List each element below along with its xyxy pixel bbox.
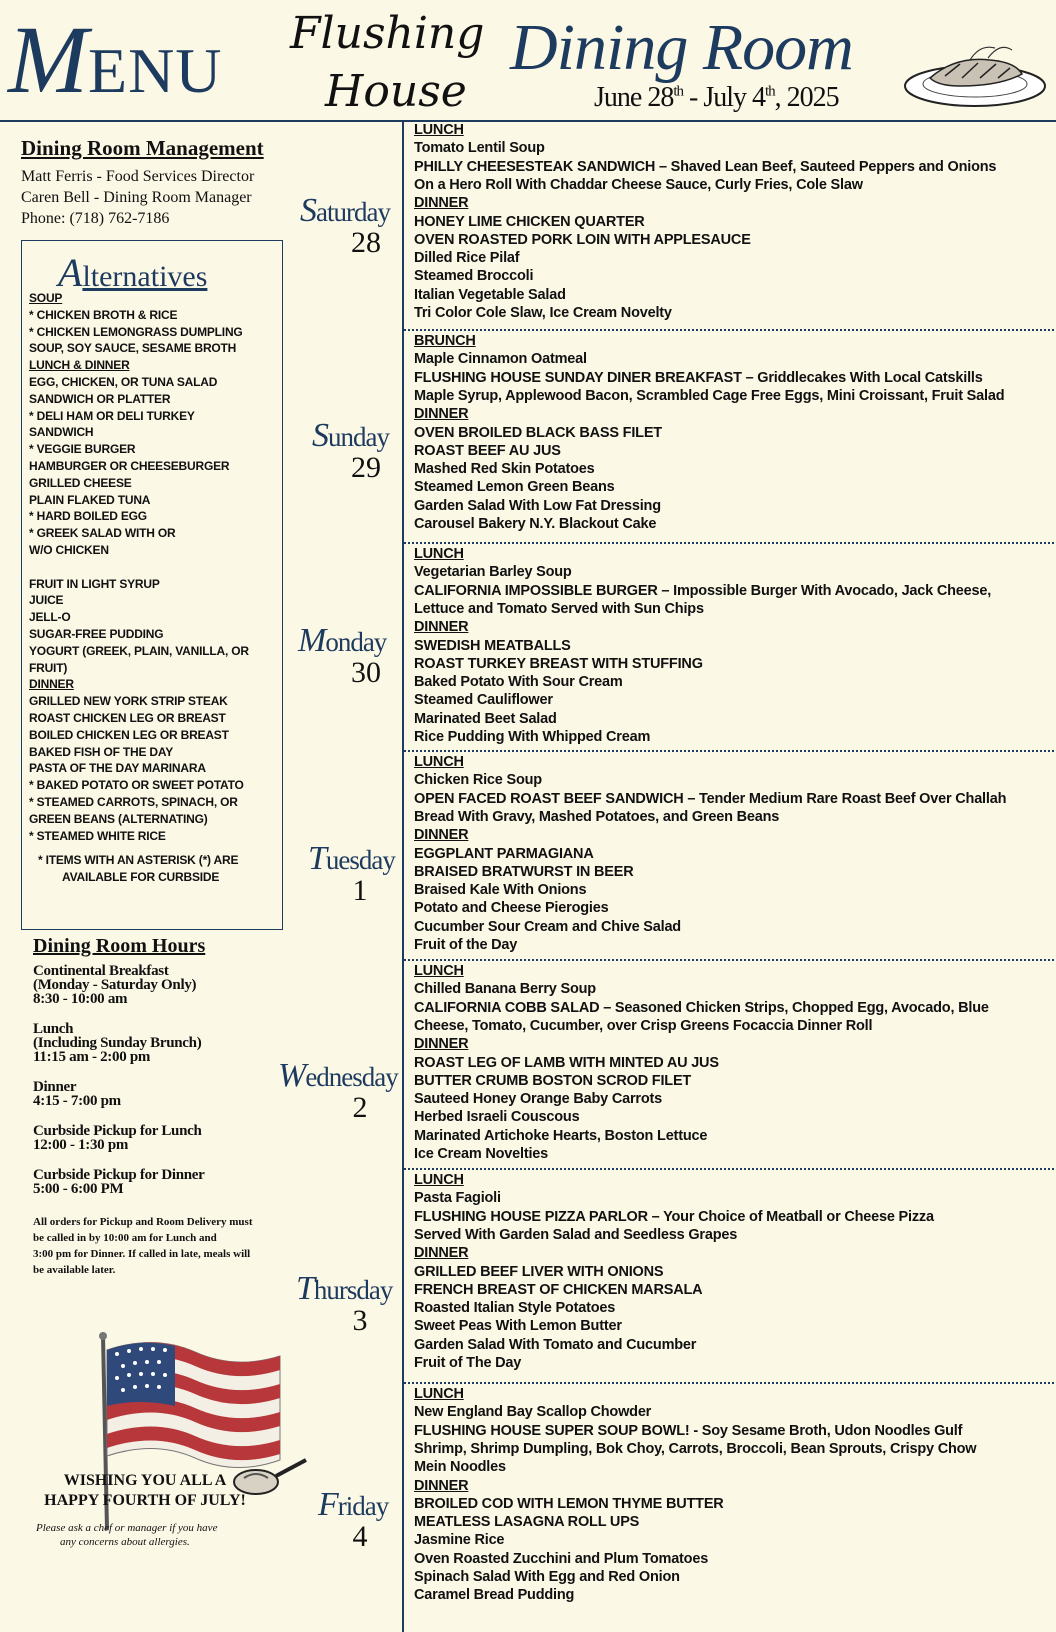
menu-item: PHILLY CHEESESTEAK SANDWICH – Shaved Lean Beef, Sauteed Peppers and Onions: [414, 158, 997, 175]
alternatives-item: JUICE: [29, 593, 64, 608]
day-separator: [404, 959, 1054, 961]
menu-item: Pasta Fagioli: [414, 1190, 501, 1207]
menu-item: Baked Potato With Sour Cream: [414, 674, 623, 691]
menu-item: Marinated Artichoke Hearts, Boston Lettuce: [414, 1127, 708, 1144]
day-separator: [404, 1168, 1054, 1170]
hours-line: Lunch: [33, 1021, 74, 1037]
day-name: Saturday: [300, 192, 390, 229]
menu-item: FLUSHING HOUSE SUNDAY DINER BREAKFAST – Griddlecakes With Local Catskills: [414, 369, 983, 386]
meal-heading: DINNER: [414, 406, 469, 423]
menu-item: Roasted Italian Style Potatoes: [414, 1300, 616, 1317]
day-separator: [404, 750, 1054, 752]
hours-line: (Monday - Saturday Only): [33, 977, 197, 993]
menu-item: OVEN ROASTED PORK LOIN WITH APPLESAUCE: [414, 231, 751, 248]
menu-item: Dilled Rice Pilaf: [414, 250, 520, 267]
hours-line: 5:00 - 6:00 PM: [33, 1181, 124, 1197]
day-number: 3: [352, 1304, 368, 1337]
alternatives-item: PASTA OF THE DAY MARINARA: [29, 761, 206, 776]
allergy-note: any concerns about allergies.: [60, 1536, 190, 1548]
menu-cap: M: [8, 6, 88, 113]
alternatives-item: FRUIT IN LIGHT SYRUP: [29, 576, 160, 591]
wish-line: WISHING YOU ALL A: [63, 1472, 227, 1489]
menu-item: BUTTER CRUMB BOSTON SCROD FILET: [414, 1072, 692, 1089]
menu-item: Garden Salad With Tomato and Cucumber: [414, 1336, 697, 1353]
menu-header: [0, 0, 1056, 122]
skillet-icon: [228, 1452, 308, 1502]
day-name: Thursday: [296, 1270, 393, 1307]
day-number: 2: [352, 1091, 368, 1124]
menu-item: Ice Cream Novelties: [414, 1146, 549, 1162]
hours-line: 12:00 - 1:30 pm: [33, 1137, 129, 1153]
menu-item: Steamed Lemon Green Beans: [414, 479, 615, 496]
menu-item: Mashed Red Skin Potatoes: [414, 461, 595, 478]
alternatives-item: SUGAR-FREE PUDDING: [29, 627, 164, 641]
menu-item: HONEY LIME CHICKEN QUARTER: [414, 213, 645, 230]
alternatives-item: * CHICKEN LEMONGRASS DUMPLING: [29, 324, 243, 339]
menu-item: Braised Kale With Onions: [414, 882, 587, 899]
menu-item: BRAISED BRATWURST IN BEER: [414, 863, 634, 880]
menu-item: Chicken Rice Soup: [414, 772, 542, 789]
hours-title: Dining Room Hours: [33, 935, 206, 957]
alternatives-item: * STEAMED WHITE RICE: [29, 828, 166, 843]
menu-item: Tri Color Cole Slaw, Ice Cream Novelty: [414, 305, 672, 321]
meal-heading: LUNCH: [414, 1172, 464, 1188]
menu-item: Fruit of The Day: [414, 1355, 522, 1371]
menu-item: Tomato Lentil Soup: [414, 140, 545, 157]
menu-item: Steamed Cauliflower: [414, 692, 553, 709]
alternatives-item: * DELI HAM OR DELI TURKEY: [29, 408, 195, 423]
order-note-line: be called in by 10:00 am for Lunch and: [33, 1232, 217, 1244]
alternatives-item: PLAIN FLAKED TUNA: [29, 492, 151, 507]
meal-heading: LUNCH: [414, 754, 464, 770]
dining-room-title: Dining Room: [510, 11, 853, 84]
menu-item: Maple Syrup, Applewood Bacon, Scrambled Cage Free Eggs, Mini Croissant, Fruit Salad: [414, 387, 1005, 404]
day-number: 4: [352, 1520, 368, 1553]
menu-item: SWEDISH MEATBALLS: [414, 637, 571, 654]
alternatives-item: SANDWICH: [29, 425, 94, 440]
alternatives-item: HAMBURGER OR CHEESEBURGER: [29, 459, 230, 473]
day-name: Tuesday: [308, 840, 395, 877]
hours-line: Curbside Pickup for Lunch: [33, 1123, 202, 1139]
menu-item: BROILED COD WITH LEMON THYME BUTTER: [414, 1495, 724, 1512]
column-divider: [402, 120, 404, 1632]
wish-line: HAPPY FOURTH OF JULY!: [44, 1492, 246, 1509]
management-title: Dining Room Management: [21, 136, 264, 160]
day-separator: [404, 329, 1054, 331]
hours-line: Continental Breakfast: [33, 963, 169, 979]
menu-item: FLUSHING HOUSE SUPER SOUP BOWL! - Soy Sesame Broth, Udon Noodles Gulf: [414, 1422, 963, 1439]
meal-heading: DINNER: [414, 195, 469, 212]
alternatives-item: FRUIT): [29, 660, 68, 675]
menu-item: Caramel Bread Pudding: [414, 1587, 575, 1604]
day-name: Sunday: [312, 417, 389, 454]
menu-item: ROAST LEG OF LAMB WITH MINTED AU JUS: [414, 1054, 719, 1071]
phone-line: Phone: (718) 762-7186: [21, 210, 170, 227]
alternatives-item: * BAKED POTATO OR SWEET POTATO: [29, 778, 244, 793]
menu-item: Sweet Peas With Lemon Butter: [414, 1318, 622, 1335]
day-separator: [404, 1382, 1054, 1384]
day-separator: [404, 542, 1054, 544]
day-name: Friday: [318, 1486, 389, 1523]
meal-heading: LUNCH: [414, 1386, 464, 1402]
menu-item: Lettuce and Tomato Served with Sun Chips: [414, 600, 704, 617]
order-note-line: All orders for Pickup and Room Delivery must: [33, 1216, 253, 1228]
hours-line: 11:15 am - 2:00 pm: [33, 1049, 151, 1065]
meal-heading: DINNER: [414, 1477, 469, 1494]
alternatives-item: GREEN BEANS (ALTERNATING): [29, 811, 208, 826]
alternatives-item: * HARD BOILED EGG: [29, 509, 147, 524]
menu-item: MEATLESS LASAGNA ROLL UPS: [414, 1514, 640, 1531]
menu-item: New England Bay Scallop Chowder: [414, 1404, 652, 1421]
menu-item: On a Hero Roll With Chaddar Cheese Sauce, Curly Fries, Cole Slaw: [414, 176, 863, 193]
menu-item: Mein Noodles: [414, 1459, 506, 1476]
hours-line: 4:15 - 7:00 pm: [33, 1093, 121, 1109]
order-note-line: 3:00 pm for Dinner. If called in late, meals will: [33, 1248, 251, 1260]
menu-item: Maple Cinnamon Oatmeal: [414, 351, 587, 368]
alternatives-title: Alternatives: [58, 250, 208, 295]
management-line: Caren Bell - Dining Room Manager: [21, 189, 252, 206]
menu-item: Potato and Cheese Pierogies: [414, 900, 609, 917]
alternatives-section-heading: SOUP: [29, 291, 63, 305]
menu-item: Steamed Broccoli: [414, 268, 534, 285]
alternatives-item: GRILLED NEW YORK STRIP STEAK: [29, 694, 228, 709]
hours-line: Dinner: [33, 1079, 77, 1095]
menu-item: CALIFORNIA IMPOSSIBLE BURGER – Impossible Burger With Avocado, Jack Cheese,: [414, 582, 992, 599]
menu-item: Spinach Salad With Egg and Red Onion: [414, 1569, 680, 1585]
day-number: 29: [351, 451, 381, 484]
menu-rest: ENU: [87, 35, 223, 106]
menu-wordmark: [8, 6, 223, 113]
meal-heading: LUNCH: [414, 122, 464, 138]
hours-line: 8:30 - 10:00 am: [33, 991, 128, 1007]
menu-item: Shrimp, Shrimp Dumpling, Bok Choy, Carrots, Broccoli, Bean Sprouts, Crispy Chow: [414, 1440, 977, 1457]
menu-item: Chilled Banana Berry Soup: [414, 981, 596, 998]
hours-line: (Including Sunday Brunch): [33, 1035, 202, 1051]
menu-item: Rice Pudding With Whipped Cream: [414, 729, 651, 745]
day-name: Monday: [298, 622, 387, 659]
alternatives-section-heading: DINNER: [29, 677, 74, 692]
meal-heading: BRUNCH: [414, 333, 476, 349]
alternatives-item: JELL-O: [29, 610, 71, 625]
menu-item: FLUSHING HOUSE PIZZA PARLOR – Your Choice of Meatball or Cheese Pizza: [414, 1208, 934, 1225]
alternatives-item: * GREEK SALAD WITH OR: [29, 526, 176, 541]
meal-heading: DINNER: [414, 1036, 469, 1053]
alternatives-section-heading: LUNCH & DINNER: [29, 358, 130, 373]
day-number: 1: [352, 874, 368, 907]
day-number: 28: [351, 226, 381, 259]
menu-item: GRILLED BEEF LIVER WITH ONIONS: [414, 1263, 664, 1280]
menu-item: Sauteed Honey Orange Baby Carrots: [414, 1091, 663, 1108]
alternatives-item: YOGURT (GREEK, PLAIN, VANILLA, OR: [29, 643, 249, 658]
menu-item: Marinated Beet Salad: [414, 710, 557, 727]
alternatives-item: SANDWICH OR PLATTER: [29, 391, 171, 406]
day-name: Wednesday: [278, 1057, 398, 1094]
menu-item: Vegetarian Barley Soup: [414, 564, 572, 581]
menu-item: Garden Salad With Low Fat Dressing: [414, 497, 661, 514]
menu-item: Served With Garden Salad and Seedless Grapes: [414, 1226, 738, 1243]
menu-item: EGGPLANT PARMAGIANA: [414, 845, 594, 862]
alternatives-item: * CHICKEN BROTH & RICE: [29, 307, 178, 322]
day-number: 30: [351, 656, 381, 689]
menu-item: Jasmine Rice: [414, 1532, 505, 1549]
meal-heading: DINNER: [414, 619, 469, 636]
allergy-note: Please ask a chef or manager if you have: [36, 1522, 218, 1534]
house-title: House: [325, 66, 467, 117]
alternatives-box: [21, 240, 283, 930]
menu-item: Oven Roasted Zucchini and Plum Tomatoes: [414, 1550, 709, 1567]
menu-item: Italian Vegetable Salad: [414, 286, 566, 303]
alternatives-item: ROAST CHICKEN LEG OR BREAST: [29, 711, 226, 725]
management-line: Matt Ferris - Food Services Director: [21, 168, 255, 185]
menu-item: ROAST BEEF AU JUS: [414, 442, 561, 459]
menu-item: Cheese, Tomato, Cucumber, over Crisp Greens Focaccia Dinner Roll: [414, 1017, 873, 1034]
menu-item: Bread With Gravy, Mashed Potatoes, and Green Beans: [414, 808, 780, 825]
meal-heading: DINNER: [414, 1245, 469, 1262]
menu-item: OVEN BROILED BLACK BASS FILET: [414, 424, 662, 441]
menu-item: Herbed Israeli Couscous: [414, 1109, 580, 1126]
menu-item: Fruit of the Day: [414, 937, 518, 953]
menu-item: Carousel Bakery N.Y. Blackout Cake: [414, 516, 657, 532]
menu-item: FRENCH BREAST OF CHICKEN MARSALA: [414, 1281, 703, 1298]
menu-item: CALIFORNIA COBB SALAD – Seasoned Chicken Strips, Chopped Egg, Avocado, Blue: [414, 999, 989, 1016]
date-range: June 28th - July 4th, 2025: [594, 82, 839, 113]
alternatives-item: W/O CHICKEN: [29, 543, 109, 557]
menu-item: OPEN FACED ROAST BEEF SANDWICH – Tender Medium Rare Roast Beef Over Challah: [414, 790, 1007, 807]
flushing-title: Flushing: [290, 8, 485, 59]
alternatives-item: BAKED FISH OF THE DAY: [29, 744, 174, 759]
alternatives-item: BOILED CHICKEN LEG OR BREAST: [29, 727, 229, 742]
meal-heading: LUNCH: [414, 963, 464, 979]
left-column: [0, 120, 290, 1632]
alternatives-item: * STEAMED CARROTS, SPINACH, OR: [29, 795, 238, 809]
alternatives-footnote: AVAILABLE FOR CURBSIDE: [62, 870, 220, 884]
alternatives-item: EGG, CHICKEN, OR TUNA SALAD: [29, 375, 218, 389]
alternatives-item: * VEGGIE BURGER: [29, 442, 136, 457]
plate-icon: [900, 38, 1050, 110]
order-note-line: be available later.: [33, 1264, 116, 1276]
menu-item: Cucumber Sour Cream and Chive Salad: [414, 918, 681, 935]
menu-item: ROAST TURKEY BREAST WITH STUFFING: [414, 655, 703, 672]
alternatives-footnote: * ITEMS WITH AN ASTERISK (*) ARE: [38, 853, 239, 867]
meal-heading: LUNCH: [414, 546, 464, 562]
alternatives-item: SOUP, SOY SAUCE, SESAME BROTH: [29, 341, 237, 356]
alternatives-item: GRILLED CHEESE: [29, 475, 132, 490]
hours-line: Curbside Pickup for Dinner: [33, 1167, 205, 1183]
meal-heading: DINNER: [414, 827, 469, 844]
